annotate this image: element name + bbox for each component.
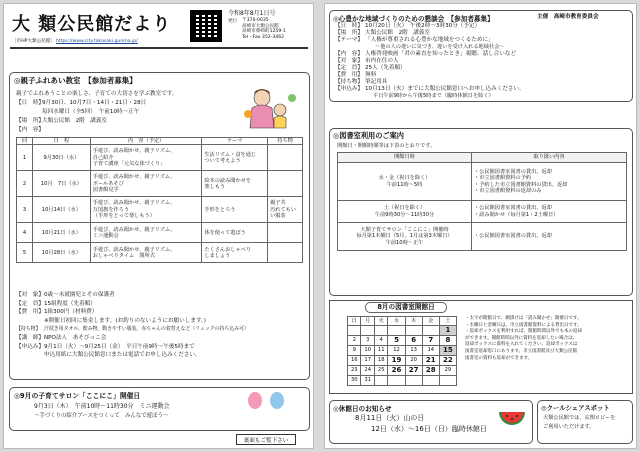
calendar-day: 26 bbox=[388, 366, 405, 376]
salon-title: ◎9月の子育てサロン「ここにこ」開催日 bbox=[14, 392, 141, 400]
table-row bbox=[17, 145, 303, 171]
row-hours: 水・金（祝日を除く） 午前11時～5時 bbox=[338, 163, 472, 201]
publisher-info bbox=[242, 18, 286, 40]
detail-value: 1組300円（材料費） bbox=[44, 309, 98, 316]
calendar-day: 17 bbox=[361, 356, 374, 366]
row-no: 2 bbox=[17, 171, 33, 197]
class-schedule-table bbox=[16, 137, 303, 263]
holiday-date-1: 8月11日（火）山の日 bbox=[355, 414, 425, 422]
library-hours-table bbox=[337, 152, 627, 251]
calendar-day: 3 bbox=[361, 336, 374, 346]
row-theme: 絵本の読み聞かせを 楽しもう bbox=[202, 171, 268, 197]
calendar-day bbox=[405, 376, 422, 386]
calendar-day: 25 bbox=[374, 366, 387, 376]
row-service: ・公民館図書室図書の貸出、返却 bbox=[472, 223, 627, 251]
publisher-name: 高崎市大類公民館 bbox=[242, 23, 279, 29]
calendar-day: 12 bbox=[388, 346, 405, 356]
weekday-label: 火 bbox=[374, 317, 387, 326]
table-row bbox=[17, 197, 303, 223]
address: 高崎市柴崎町1259-1 bbox=[242, 29, 286, 35]
col-hours: 開館日時 bbox=[338, 153, 472, 163]
schedule-dates: 9月30日、10月7日・14日・21日・28日 bbox=[42, 100, 147, 106]
cool-share-line-2: ご利用いただけます。 bbox=[543, 424, 595, 430]
row-items bbox=[268, 171, 303, 197]
place-value: 大類公民館 2階 講義室 bbox=[42, 118, 108, 124]
salon-date: 9月3日（木） 午前10時～11時30分 ミニ運動会 bbox=[34, 403, 170, 410]
holiday-date-2: 12日（水）～16日（日）臨時休館日 bbox=[371, 425, 487, 433]
calendar-day: 8 bbox=[439, 336, 456, 346]
calendar-day bbox=[439, 376, 456, 386]
calendar-day: 30 bbox=[348, 376, 361, 386]
open-days-calendar bbox=[347, 316, 457, 386]
row-hours: 大類子育てサロン「ここにこ」開催時 毎月第1木曜日（5月、1月は第3木曜日） 午前10時～正午 bbox=[338, 223, 472, 251]
calendar-title: 8月の図書室開館日 bbox=[365, 302, 447, 313]
calendar-notes: ・太字が開館日で、網掛けは「読み聞かせ」開催日です。 ・水曜日と金曜日は、市立図書館資料による貸出日です。 ・返却ボックスを利用すれば、開館時間以外でも本の返却 ができます。開館時間以外に資料を返却したい場合は、 返却ボックスに資料を入れてください。返却ボックスは 図書室返却窓口にあります。市立図書館及び大類公民館 図書室の資料も返却ができます。 bbox=[465, 316, 582, 361]
calendar-day: 9 bbox=[348, 346, 361, 356]
detail-value: 汗拭き用タオル、飲み物、動きやすい服装、赤ちゃんの着替えなど（リュックの持ち込み可） bbox=[44, 326, 249, 333]
calendar-day bbox=[361, 326, 374, 336]
row-date: 9月30日（水） bbox=[32, 145, 90, 171]
calendar-week bbox=[348, 326, 457, 336]
row-date: 10月21日（水） bbox=[32, 223, 90, 243]
calendar-day: 20 bbox=[405, 356, 422, 366]
calendar-day bbox=[348, 326, 361, 336]
calendar-day bbox=[422, 376, 439, 386]
calendar-day: 10 bbox=[361, 346, 374, 356]
weekday-label: 土 bbox=[439, 317, 456, 326]
col-theme: テーマ bbox=[202, 138, 268, 145]
cool-share-line-1: 大類公民館では、玄関ロビーを bbox=[543, 415, 616, 421]
meeting-title: ◎心豊かな地域づくりのための懇談会 【参加者募集】 bbox=[333, 15, 494, 23]
place-label: 【場 所】 bbox=[16, 118, 44, 124]
calendar-day: 31 bbox=[361, 376, 374, 386]
col-no: 回 bbox=[17, 138, 33, 145]
row-hours: 土（祝日を除く） 午前9時30分～11時30分 bbox=[338, 201, 472, 223]
parent-child-title: ◎親子ふれあい教室 【参加者募集】 bbox=[14, 76, 137, 85]
library-title: ◎図書室利用のご案内 bbox=[333, 131, 404, 140]
calendar-day: 1 bbox=[439, 326, 456, 336]
detail-value: 0歳～未就園児とその保護者 bbox=[44, 292, 115, 298]
table-row bbox=[338, 163, 627, 201]
row-theme: 生活リズム・食を通じ ついて考えよう bbox=[202, 145, 268, 171]
calendar-day: 24 bbox=[361, 366, 374, 376]
calendar-day: 29 bbox=[439, 366, 456, 376]
detail-value: 申込用紙に大類公民館窓口または電話でお申し込みください。 bbox=[44, 352, 201, 359]
detail-label: 【持ち物】 bbox=[16, 326, 41, 333]
calendar-day: 22 bbox=[439, 356, 456, 366]
row-date: 10月 7日（水） bbox=[32, 171, 90, 197]
qr-code-icon bbox=[190, 10, 222, 42]
calendar-week bbox=[348, 336, 457, 346]
row-items: 親子共 汚れてもい い服装 bbox=[268, 197, 303, 223]
class-details bbox=[16, 292, 306, 361]
calendar-week bbox=[348, 346, 457, 356]
parent-and-child-illustration bbox=[240, 84, 300, 132]
issue-date: 令和8年8月1日号 bbox=[228, 10, 276, 17]
calendar-week bbox=[348, 376, 457, 386]
table-header-row bbox=[17, 138, 303, 145]
calendar-day bbox=[388, 326, 405, 336]
row-content: 手遊び、読み聞かせ、親子リズム、 万国旗を作ろう （手形をとって楽しもう） bbox=[90, 197, 202, 223]
detail-value: 9月1日（火）～9月25日（金） 平日午前9時～午後5時まで bbox=[44, 343, 195, 350]
newsletter-title: 大 類公民館だより bbox=[12, 14, 172, 35]
detail-value: ※開催日初回に集金します。(お釣りのないようにお願いします。) bbox=[44, 317, 206, 324]
detail-label: 【申込み】 bbox=[16, 343, 44, 350]
calendar-day: 18 bbox=[374, 356, 387, 366]
detail-value: NPO法人 あそびっこ会 bbox=[44, 334, 107, 341]
row-no: 4 bbox=[17, 223, 33, 243]
calendar-day: 23 bbox=[348, 366, 361, 376]
balloon-icon bbox=[270, 392, 284, 409]
calendar-header-row bbox=[348, 317, 457, 326]
row-content: 手遊び、読み聞かせ、親子リズム、 ボールあそび 図書館見学 bbox=[90, 171, 202, 197]
url-label: ［市HP大類公民館］ bbox=[12, 39, 55, 44]
row-content: 手遊び、読み聞かせ、親子リズム、 おしゃべりタイム 閉所式 bbox=[90, 243, 202, 263]
calendar-day bbox=[422, 326, 439, 336]
weekday-label: 水 bbox=[388, 317, 405, 326]
table-row bbox=[338, 201, 627, 223]
row-theme: 手形をとろう bbox=[202, 197, 268, 223]
detail-label: 【講 師】 bbox=[16, 334, 44, 341]
library-intro: 開館日・開館時間等は下表のとおりです。 bbox=[337, 143, 436, 149]
holiday-title: ◎休館日のお知らせ bbox=[333, 405, 392, 413]
weekday-label: 日 bbox=[348, 317, 361, 326]
calendar-day: 7 bbox=[422, 336, 439, 346]
calendar-day: 19 bbox=[388, 356, 405, 366]
row-service: ・公民館図書室図書の貸出、返却 ・市立図書館資料の予約 ・予約した市立図書館資料の貸出、返却 ・市立図書館資料の返却のみ bbox=[472, 163, 627, 201]
calendar-day: 27 bbox=[405, 366, 422, 376]
see-back-button[interactable]: 裏面もご覧下さい bbox=[236, 434, 296, 445]
meeting-details: 【日 時】 10月20日（火） 午後2時～3時30分（予定） 【場 所】 大類公民館 2階 講義室 【テーマ】 「人権が尊重される心豊かな地域をつくるために」 ～他の人の違いに気づき、違いを受け入れる地域社会～ 【内 容】 人権啓発映画「君の素直を知ったとき」視聴、話し合いなど 【対 象】 市内在住の人 【定 員】 25人（先着順） 【費 用】 無料 【持ち物】 筆記用具 【申込み】 10月13日（火）までに大類公民館窓口へお申し込みください。 平日午前9時から午後5時まで（臨時休館日を除く） bbox=[335, 23, 525, 99]
weekday-label: 月 bbox=[361, 317, 374, 326]
row-service: ・公民館図書室図書の貸出、返却 ・読み聞かせ（毎月第1・2土曜日） bbox=[472, 201, 627, 223]
calendar-day: 2 bbox=[348, 336, 361, 346]
front-page bbox=[3, 3, 314, 449]
calendar-day bbox=[374, 326, 387, 336]
row-items bbox=[268, 223, 303, 243]
calendar-day bbox=[405, 326, 422, 336]
detail-label: 【費 用】 bbox=[16, 309, 44, 316]
row-items bbox=[268, 145, 303, 171]
calendar-day bbox=[388, 376, 405, 386]
detail-value: 15組程度（先着順） bbox=[44, 300, 96, 307]
meeting-host: 主催 高崎市教育委員会 bbox=[537, 14, 599, 20]
table-header-row bbox=[338, 153, 627, 163]
calendar-week bbox=[348, 366, 457, 376]
cool-share-title: ◎クールシェアスポット bbox=[541, 404, 610, 412]
calendar-day: 5 bbox=[388, 336, 405, 346]
row-date: 10月28日（水） bbox=[32, 243, 90, 263]
col-date: 日 程 bbox=[32, 138, 90, 145]
calendar-day: 14 bbox=[422, 346, 439, 356]
watermelon-icon bbox=[497, 408, 527, 432]
row-theme: 体を使って遊ぼう bbox=[202, 223, 268, 243]
row-content: 手遊び、読み聞かせ、親子リズム、 ミニ運動会 bbox=[90, 223, 202, 243]
col-content: 内 容（予定） bbox=[90, 138, 202, 145]
row-items bbox=[268, 243, 303, 263]
postal-code: 〒370-0035 bbox=[242, 18, 269, 23]
schedule-time: 毎回水曜日（全5回） 午前10時～正午 bbox=[42, 109, 140, 115]
phone: Tel・Fax 352-3462 bbox=[242, 34, 285, 40]
parent-child-intro: 親子でふれあうことの楽しさ、子育ての大切さを学ぶ教室です。 bbox=[16, 91, 178, 97]
calendar-week bbox=[348, 356, 457, 366]
schedule-label: 【日 時】 bbox=[16, 100, 44, 106]
publisher-label: 発行 bbox=[228, 19, 238, 24]
table-row bbox=[17, 243, 303, 263]
calendar-day: 13 bbox=[405, 346, 422, 356]
detail-label: 【対 象】 bbox=[16, 292, 44, 298]
row-theme: たくさんおしゃべり しましょう bbox=[202, 243, 268, 263]
row-date: 10月14日（水） bbox=[32, 197, 90, 223]
table-row bbox=[17, 223, 303, 243]
calendar-day: 15 bbox=[439, 346, 456, 356]
table-row bbox=[338, 223, 627, 251]
col-service: 取り扱い内容 bbox=[472, 153, 627, 163]
back-page bbox=[324, 3, 637, 449]
row-no: 3 bbox=[17, 197, 33, 223]
calendar-day: 21 bbox=[422, 356, 439, 366]
balloon-icon bbox=[248, 392, 262, 409]
weekday-label: 木 bbox=[405, 317, 422, 326]
detail-label: 【定 員】 bbox=[16, 300, 44, 307]
url-link[interactable]: https://www.city.takasaki.gunma.jp/ bbox=[56, 39, 138, 44]
salon-note: ～手づくりの紹介ブースをつくって みんなで遊ぼう～ bbox=[34, 413, 169, 419]
table-row bbox=[17, 171, 303, 197]
calendar-day: 4 bbox=[374, 336, 387, 346]
header-divider bbox=[10, 47, 308, 49]
calendar-day: 28 bbox=[422, 366, 439, 376]
calendar-day: 11 bbox=[374, 346, 387, 356]
col-items: 持ち物 bbox=[268, 138, 303, 145]
row-no: 5 bbox=[17, 243, 33, 263]
calendar-day: 6 bbox=[405, 336, 422, 346]
calendar-day bbox=[374, 376, 387, 386]
row-no: 1 bbox=[17, 145, 33, 171]
calendar-day: 16 bbox=[348, 356, 361, 366]
content-label: 【内 容】 bbox=[16, 127, 44, 133]
weekday-label: 金 bbox=[422, 317, 439, 326]
row-content: 手遊び、読み聞かせ、親子リズム、 自己紹介 子育て講座「元気な体づくり」 bbox=[90, 145, 202, 171]
